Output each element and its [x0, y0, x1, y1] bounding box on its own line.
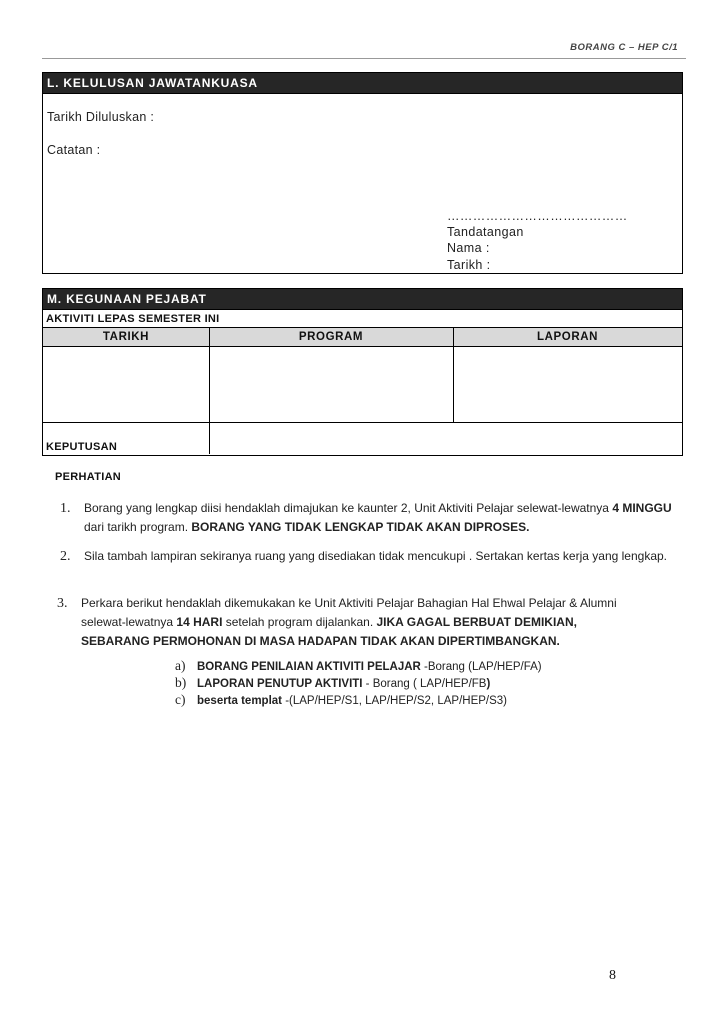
- note-item-1: [60, 499, 688, 537]
- note-text: Perkara berikut hendaklah dikemukakan ke Unit Aktiviti Pelajar Bahagian Hal Ehwal Pelajar & Alumni selewat-lewatnya 14 HARI setelah program dijalankan. JIKA GAGAL BERBUAT DEMIKIAN, SEBARANG PERMOHONAN DI MASA HADAPAN TIDAK AKAN DIPERTIMBANGKAN.: [81, 596, 617, 648]
- note-number: 3.: [57, 596, 68, 611]
- tandatangan-label: Tandatangan: [447, 225, 524, 239]
- column-divider: [209, 328, 210, 454]
- column-tarikh: TARIKH: [102, 331, 150, 343]
- note-item-3: [57, 594, 617, 651]
- section-l-title: L. KELULUSAN JAWATANKUASA: [43, 73, 682, 94]
- nama-label: Nama :: [447, 241, 490, 255]
- section-kegunaan-pejabat: [42, 288, 683, 456]
- list-item: b) LAPORAN PENUTUP AKTIVITI - Borang ( LAP/HEP/FB): [175, 675, 491, 690]
- table-header-row: [43, 328, 682, 347]
- page-number: 8: [609, 968, 616, 983]
- tarikh-label: Tarikh :: [447, 258, 491, 272]
- note-text: Sila tambah lampiran sekiranya ruang yang disediakan tidak mencukupi . Sertakan kertas kerja yang lengkap.: [84, 549, 667, 563]
- note-item-2: [60, 547, 688, 566]
- column-divider: [453, 328, 454, 422]
- tarikh-diluluskan-label: Tarikh Diluluskan :: [47, 110, 155, 124]
- note-number: 2.: [60, 549, 71, 564]
- column-program: PROGRAM: [298, 331, 364, 343]
- aktiviti-lepas-subtitle: AKTIVITI LEPAS SEMESTER INI: [43, 311, 682, 328]
- note-number: 1.: [60, 501, 71, 516]
- required-documents-list: [175, 657, 542, 708]
- note-text: Borang yang lengkap diisi hendaklah dimajukan ke kaunter 2, Unit Aktiviti Pelajar selewat-lewatnya 4 MINGGU dari tarikh program. BORANG YANG TIDAK LENGKAP TIDAK AKAN DIPROSES.: [84, 501, 672, 534]
- list-item: c) beserta templat -(LAP/HEP/S1, LAP/HEP/S2, LAP/HEP/S3): [175, 692, 507, 707]
- list-item: a) BORANG PENILAIAN AKTIVITI PELAJAR -Borang (LAP/HEP/FA): [175, 658, 542, 673]
- catatan-label: Catatan :: [47, 143, 101, 157]
- row-divider: [43, 422, 682, 423]
- header-rule: [42, 58, 686, 59]
- section-m-title: M. KEGUNAAN PEJABAT: [43, 289, 682, 310]
- perhatian-heading: PERHATIAN: [55, 471, 122, 483]
- column-laporan: LAPORAN: [536, 331, 599, 343]
- section-kelulusan-jawatankuasa: [42, 72, 683, 274]
- document-code: BORANG C – HEP C/1: [570, 42, 678, 53]
- signature-line: ……………………………………: [447, 209, 628, 223]
- keputusan-label: KEPUTUSAN: [46, 441, 118, 453]
